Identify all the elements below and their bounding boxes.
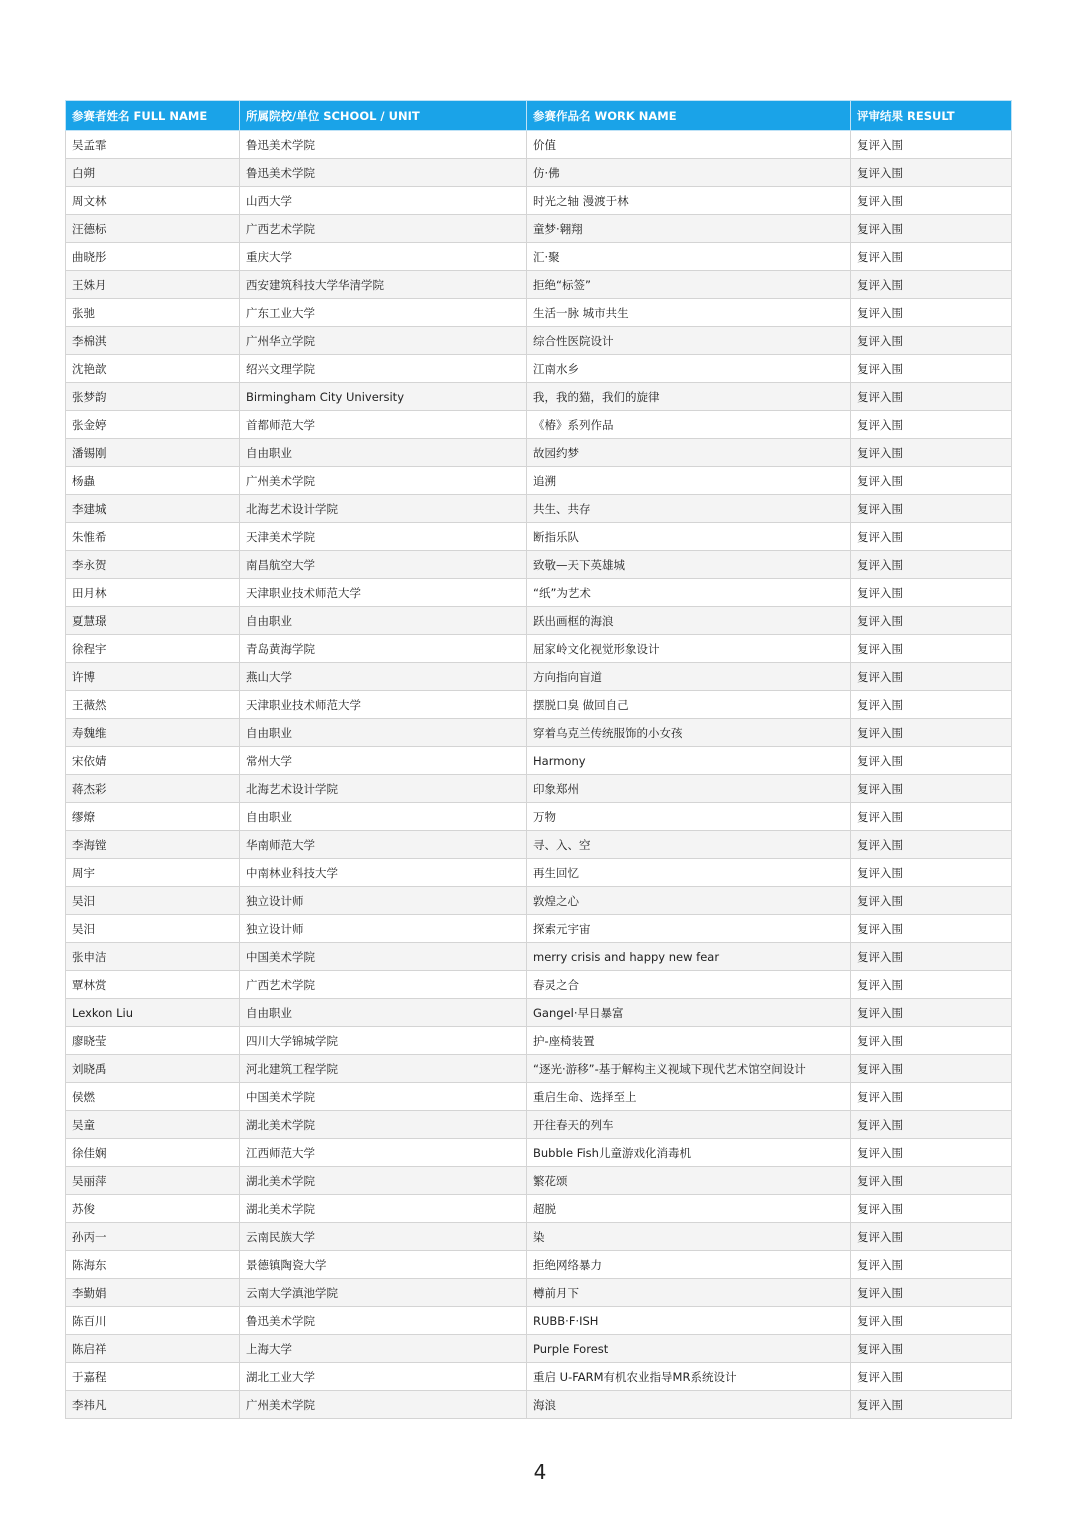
cell-work-name: 寻、入、空 xyxy=(527,831,851,859)
table-row xyxy=(66,747,1012,775)
cell-school-unit: 四川大学锦城学院 xyxy=(240,1027,527,1055)
cell-school-unit: 中南林业科技大学 xyxy=(240,859,527,887)
cell-school-unit: 河北建筑工程学院 xyxy=(240,1055,527,1083)
table-row xyxy=(66,859,1012,887)
cell-result: 复评入围 xyxy=(851,663,1012,691)
table-row xyxy=(66,187,1012,215)
cell-full-name: 李海镗 xyxy=(66,831,240,859)
cell-school-unit: 广东工业大学 xyxy=(240,299,527,327)
cell-result: 复评入围 xyxy=(851,215,1012,243)
cell-work-name: 时光之轴 漫渡于林 xyxy=(527,187,851,215)
table-row xyxy=(66,635,1012,663)
table-row xyxy=(66,579,1012,607)
cell-work-name: 仿·佛 xyxy=(527,159,851,187)
cell-full-name: 李永贺 xyxy=(66,551,240,579)
cell-result: 复评入围 xyxy=(851,271,1012,299)
cell-school-unit: 广州华立学院 xyxy=(240,327,527,355)
cell-full-name: 陈启祥 xyxy=(66,1335,240,1363)
cell-result: 复评入围 xyxy=(851,1055,1012,1083)
cell-full-name: 张梦韵 xyxy=(66,383,240,411)
cell-school-unit: 自由职业 xyxy=(240,607,527,635)
cell-school-unit: 湖北美术学院 xyxy=(240,1111,527,1139)
cell-work-name: 致敬—天下英雄城 xyxy=(527,551,851,579)
cell-school-unit: 上海大学 xyxy=(240,1335,527,1363)
cell-result: 复评入围 xyxy=(851,1167,1012,1195)
cell-full-name: 于嘉程 xyxy=(66,1363,240,1391)
cell-full-name: Lexkon Liu xyxy=(66,999,240,1027)
cell-work-name: 我，我的猫，我们的旋律 xyxy=(527,383,851,411)
cell-full-name: 吴孟霏 xyxy=(66,131,240,159)
cell-result: 复评入围 xyxy=(851,187,1012,215)
cell-full-name: 覃林赏 xyxy=(66,971,240,999)
cell-full-name: 张金婷 xyxy=(66,411,240,439)
cell-work-name: 印象郑州 xyxy=(527,775,851,803)
cell-school-unit: 鲁迅美术学院 xyxy=(240,159,527,187)
cell-work-name: 染 xyxy=(527,1223,851,1251)
table-row xyxy=(66,831,1012,859)
cell-school-unit: 广西艺术学院 xyxy=(240,971,527,999)
cell-result: 复评入围 xyxy=(851,355,1012,383)
cell-work-name: 江南水乡 xyxy=(527,355,851,383)
table-row xyxy=(66,551,1012,579)
cell-full-name: 王薇然 xyxy=(66,691,240,719)
cell-full-name: 潘锡刚 xyxy=(66,439,240,467)
cell-full-name: 蒋杰彩 xyxy=(66,775,240,803)
cell-result: 复评入围 xyxy=(851,439,1012,467)
cell-full-name: 周文林 xyxy=(66,187,240,215)
cell-work-name: 万物 xyxy=(527,803,851,831)
cell-full-name: 吴童 xyxy=(66,1111,240,1139)
cell-full-name: 廖晓莹 xyxy=(66,1027,240,1055)
cell-full-name: 吴丽萍 xyxy=(66,1167,240,1195)
cell-full-name: 刘晓禹 xyxy=(66,1055,240,1083)
cell-full-name: 孙丙一 xyxy=(66,1223,240,1251)
table-row xyxy=(66,999,1012,1027)
cell-result: 复评入围 xyxy=(851,299,1012,327)
cell-work-name: 追溯 xyxy=(527,467,851,495)
cell-full-name: 王姝月 xyxy=(66,271,240,299)
cell-result: 复评入围 xyxy=(851,719,1012,747)
cell-work-name: 方向指向盲道 xyxy=(527,663,851,691)
cell-school-unit: 西安建筑科技大学华清学院 xyxy=(240,271,527,299)
cell-work-name: 生活一脉 城市共生 xyxy=(527,299,851,327)
cell-full-name: 许博 xyxy=(66,663,240,691)
cell-work-name: 故园约梦 xyxy=(527,439,851,467)
table-row xyxy=(66,327,1012,355)
header-row xyxy=(66,101,1012,131)
cell-work-name: 童梦·翱翔 xyxy=(527,215,851,243)
results-table-container xyxy=(65,100,1011,1419)
cell-result: 复评入围 xyxy=(851,943,1012,971)
cell-work-name: 共生、共存 xyxy=(527,495,851,523)
cell-school-unit: 北海艺术设计学院 xyxy=(240,775,527,803)
table-row xyxy=(66,355,1012,383)
cell-work-name: “逐光·游移”-基于解构主义视域下现代艺术馆空间设计 xyxy=(527,1055,851,1083)
cell-result: 复评入围 xyxy=(851,1223,1012,1251)
cell-result: 复评入围 xyxy=(851,859,1012,887)
table-row xyxy=(66,1391,1012,1419)
cell-school-unit: 中国美术学院 xyxy=(240,1083,527,1111)
cell-work-name: “纸”为艺术 xyxy=(527,579,851,607)
cell-full-name: 周宇 xyxy=(66,859,240,887)
table-row xyxy=(66,607,1012,635)
cell-work-name: 汇·聚 xyxy=(527,243,851,271)
table-row xyxy=(66,1195,1012,1223)
cell-school-unit: Birmingham City University xyxy=(240,383,527,411)
table-row xyxy=(66,1083,1012,1111)
cell-school-unit: 鲁迅美术学院 xyxy=(240,1307,527,1335)
table-row xyxy=(66,915,1012,943)
cell-full-name: 白朔 xyxy=(66,159,240,187)
cell-work-name: 超脱 xyxy=(527,1195,851,1223)
cell-school-unit: 湖北美术学院 xyxy=(240,1167,527,1195)
cell-result: 复评入围 xyxy=(851,159,1012,187)
cell-result: 复评入围 xyxy=(851,1195,1012,1223)
cell-result: 复评入围 xyxy=(851,775,1012,803)
cell-result: 复评入围 xyxy=(851,467,1012,495)
cell-work-name: Bubble Fish儿童游戏化消毒机 xyxy=(527,1139,851,1167)
cell-school-unit: 华南师范大学 xyxy=(240,831,527,859)
cell-full-name: 苏俊 xyxy=(66,1195,240,1223)
cell-full-name: 沈艳歆 xyxy=(66,355,240,383)
table-row xyxy=(66,439,1012,467)
cell-full-name: 李棉淇 xyxy=(66,327,240,355)
table-row xyxy=(66,131,1012,159)
cell-school-unit: 景德镇陶瓷大学 xyxy=(240,1251,527,1279)
cell-result: 复评入围 xyxy=(851,495,1012,523)
cell-work-name: 价值 xyxy=(527,131,851,159)
cell-full-name: 寿魏维 xyxy=(66,719,240,747)
table-row xyxy=(66,299,1012,327)
cell-full-name: 徐程宇 xyxy=(66,635,240,663)
cell-result: 复评入围 xyxy=(851,887,1012,915)
cell-full-name: 李祎凡 xyxy=(66,1391,240,1419)
cell-work-name: 断指乐队 xyxy=(527,523,851,551)
header-work-name: 参赛作品名 WORK NAME xyxy=(527,101,851,131)
cell-school-unit: 燕山大学 xyxy=(240,663,527,691)
cell-result: 复评入围 xyxy=(851,1139,1012,1167)
cell-work-name: 护-座椅装置 xyxy=(527,1027,851,1055)
header-school-unit: 所属院校/单位 SCHOOL / UNIT xyxy=(240,101,527,131)
cell-work-name: 探索元宇宙 xyxy=(527,915,851,943)
cell-full-name: 李建城 xyxy=(66,495,240,523)
table-row xyxy=(66,1307,1012,1335)
table-row xyxy=(66,887,1012,915)
cell-result: 复评入围 xyxy=(851,523,1012,551)
cell-result: 复评入围 xyxy=(851,1251,1012,1279)
table-row xyxy=(66,1223,1012,1251)
cell-full-name: 侯燃 xyxy=(66,1083,240,1111)
table-row xyxy=(66,719,1012,747)
cell-school-unit: 自由职业 xyxy=(240,439,527,467)
cell-work-name: 敦煌之心 xyxy=(527,887,851,915)
cell-full-name: 杨蟲 xyxy=(66,467,240,495)
table-row xyxy=(66,411,1012,439)
cell-school-unit: 自由职业 xyxy=(240,999,527,1027)
cell-school-unit: 自由职业 xyxy=(240,719,527,747)
table-row xyxy=(66,803,1012,831)
cell-work-name: Harmony xyxy=(527,747,851,775)
table-row xyxy=(66,467,1012,495)
cell-result: 复评入围 xyxy=(851,383,1012,411)
table-row xyxy=(66,495,1012,523)
table-row xyxy=(66,383,1012,411)
cell-result: 复评入围 xyxy=(851,327,1012,355)
table-row xyxy=(66,943,1012,971)
cell-school-unit: 江西师范大学 xyxy=(240,1139,527,1167)
table-row xyxy=(66,271,1012,299)
cell-full-name: 夏慧璟 xyxy=(66,607,240,635)
cell-full-name: 陈海东 xyxy=(66,1251,240,1279)
cell-full-name: 宋依婧 xyxy=(66,747,240,775)
cell-result: 复评入围 xyxy=(851,579,1012,607)
cell-school-unit: 北海艺术设计学院 xyxy=(240,495,527,523)
cell-work-name: Purple Forest xyxy=(527,1335,851,1363)
cell-full-name: 张申洁 xyxy=(66,943,240,971)
cell-work-name: 拒绝网络暴力 xyxy=(527,1251,851,1279)
cell-school-unit: 云南民族大学 xyxy=(240,1223,527,1251)
cell-result: 复评入围 xyxy=(851,131,1012,159)
cell-school-unit: 绍兴文理学院 xyxy=(240,355,527,383)
table-row xyxy=(66,1335,1012,1363)
cell-result: 复评入围 xyxy=(851,803,1012,831)
table-row xyxy=(66,971,1012,999)
cell-work-name: 重启生命、选择至上 xyxy=(527,1083,851,1111)
cell-full-name: 田月林 xyxy=(66,579,240,607)
table-header xyxy=(66,101,1012,131)
cell-school-unit: 南昌航空大学 xyxy=(240,551,527,579)
cell-result: 复评入围 xyxy=(851,1335,1012,1363)
cell-work-name: 开往春天的列车 xyxy=(527,1111,851,1139)
cell-work-name: RUBB·F·ISH xyxy=(527,1307,851,1335)
cell-result: 复评入围 xyxy=(851,411,1012,439)
cell-full-name: 陈百川 xyxy=(66,1307,240,1335)
cell-result: 复评入围 xyxy=(851,831,1012,859)
cell-school-unit: 广州美术学院 xyxy=(240,1391,527,1419)
cell-result: 复评入围 xyxy=(851,1391,1012,1419)
cell-full-name: 徐佳娴 xyxy=(66,1139,240,1167)
table-row xyxy=(66,1363,1012,1391)
cell-work-name: 跃出画框的海浪 xyxy=(527,607,851,635)
table-row xyxy=(66,215,1012,243)
cell-result: 复评入围 xyxy=(851,635,1012,663)
cell-result: 复评入围 xyxy=(851,1027,1012,1055)
cell-full-name: 曲晓彤 xyxy=(66,243,240,271)
table-row xyxy=(66,691,1012,719)
table-row xyxy=(66,1167,1012,1195)
table-row xyxy=(66,1279,1012,1307)
cell-school-unit: 鲁迅美术学院 xyxy=(240,131,527,159)
cell-school-unit: 青岛黄海学院 xyxy=(240,635,527,663)
cell-result: 复评入围 xyxy=(851,1083,1012,1111)
cell-result: 复评入围 xyxy=(851,551,1012,579)
results-table xyxy=(65,100,1012,1419)
cell-school-unit: 广西艺术学院 xyxy=(240,215,527,243)
cell-school-unit: 天津职业技术师范大学 xyxy=(240,579,527,607)
cell-school-unit: 山西大学 xyxy=(240,187,527,215)
header-result: 评审结果 RESULT xyxy=(851,101,1012,131)
table-row xyxy=(66,243,1012,271)
cell-result: 复评入围 xyxy=(851,1111,1012,1139)
cell-school-unit: 独立设计师 xyxy=(240,915,527,943)
cell-work-name: 春灵之合 xyxy=(527,971,851,999)
cell-work-name: 拒绝“标签” xyxy=(527,271,851,299)
cell-school-unit: 广州美术学院 xyxy=(240,467,527,495)
cell-result: 复评入围 xyxy=(851,1363,1012,1391)
cell-result: 复评入围 xyxy=(851,971,1012,999)
cell-full-name: 张驰 xyxy=(66,299,240,327)
cell-work-name: 樽前月下 xyxy=(527,1279,851,1307)
cell-result: 复评入围 xyxy=(851,243,1012,271)
table-row xyxy=(66,159,1012,187)
cell-school-unit: 中国美术学院 xyxy=(240,943,527,971)
table-row xyxy=(66,523,1012,551)
table-row xyxy=(66,1027,1012,1055)
cell-result: 复评入围 xyxy=(851,915,1012,943)
cell-work-name: 繁花颂 xyxy=(527,1167,851,1195)
cell-school-unit: 湖北美术学院 xyxy=(240,1195,527,1223)
table-body xyxy=(66,131,1012,1419)
cell-full-name: 朱惟希 xyxy=(66,523,240,551)
cell-result: 复评入围 xyxy=(851,747,1012,775)
cell-work-name: 摆脱口臭 做回自己 xyxy=(527,691,851,719)
cell-school-unit: 首都师范大学 xyxy=(240,411,527,439)
cell-work-name: 穿着乌克兰传统服饰的小女孩 xyxy=(527,719,851,747)
table-row xyxy=(66,663,1012,691)
cell-school-unit: 天津职业技术师范大学 xyxy=(240,691,527,719)
table-row xyxy=(66,1111,1012,1139)
cell-full-name: 吴汨 xyxy=(66,887,240,915)
cell-full-name: 吴汨 xyxy=(66,915,240,943)
cell-result: 复评入围 xyxy=(851,691,1012,719)
cell-result: 复评入围 xyxy=(851,999,1012,1027)
cell-school-unit: 自由职业 xyxy=(240,803,527,831)
cell-work-name: Gangel·早日暴富 xyxy=(527,999,851,1027)
cell-work-name: 海浪 xyxy=(527,1391,851,1419)
cell-full-name: 缪燎 xyxy=(66,803,240,831)
cell-work-name: 综合性医院设计 xyxy=(527,327,851,355)
cell-work-name: 《椿》系列作品 xyxy=(527,411,851,439)
header-full-name: 参赛者姓名 FULL NAME xyxy=(66,101,240,131)
table-row xyxy=(66,1139,1012,1167)
cell-work-name: merry crisis and happy new fear xyxy=(527,943,851,971)
cell-full-name: 汪德标 xyxy=(66,215,240,243)
cell-school-unit: 湖北工业大学 xyxy=(240,1363,527,1391)
table-row xyxy=(66,1251,1012,1279)
cell-work-name: 再生回忆 xyxy=(527,859,851,887)
cell-result: 复评入围 xyxy=(851,1307,1012,1335)
cell-school-unit: 独立设计师 xyxy=(240,887,527,915)
cell-full-name: 李勤娟 xyxy=(66,1279,240,1307)
table-row xyxy=(66,1055,1012,1083)
cell-result: 复评入围 xyxy=(851,1279,1012,1307)
cell-work-name: 重启 U-FARM有机农业指导MR系统设计 xyxy=(527,1363,851,1391)
cell-result: 复评入围 xyxy=(851,607,1012,635)
cell-school-unit: 重庆大学 xyxy=(240,243,527,271)
table-row xyxy=(66,775,1012,803)
cell-school-unit: 云南大学滇池学院 xyxy=(240,1279,527,1307)
cell-work-name: 屈家岭文化视觉形象设计 xyxy=(527,635,851,663)
cell-school-unit: 天津美术学院 xyxy=(240,523,527,551)
page-number: 4 xyxy=(533,1460,547,1484)
cell-school-unit: 常州大学 xyxy=(240,747,527,775)
